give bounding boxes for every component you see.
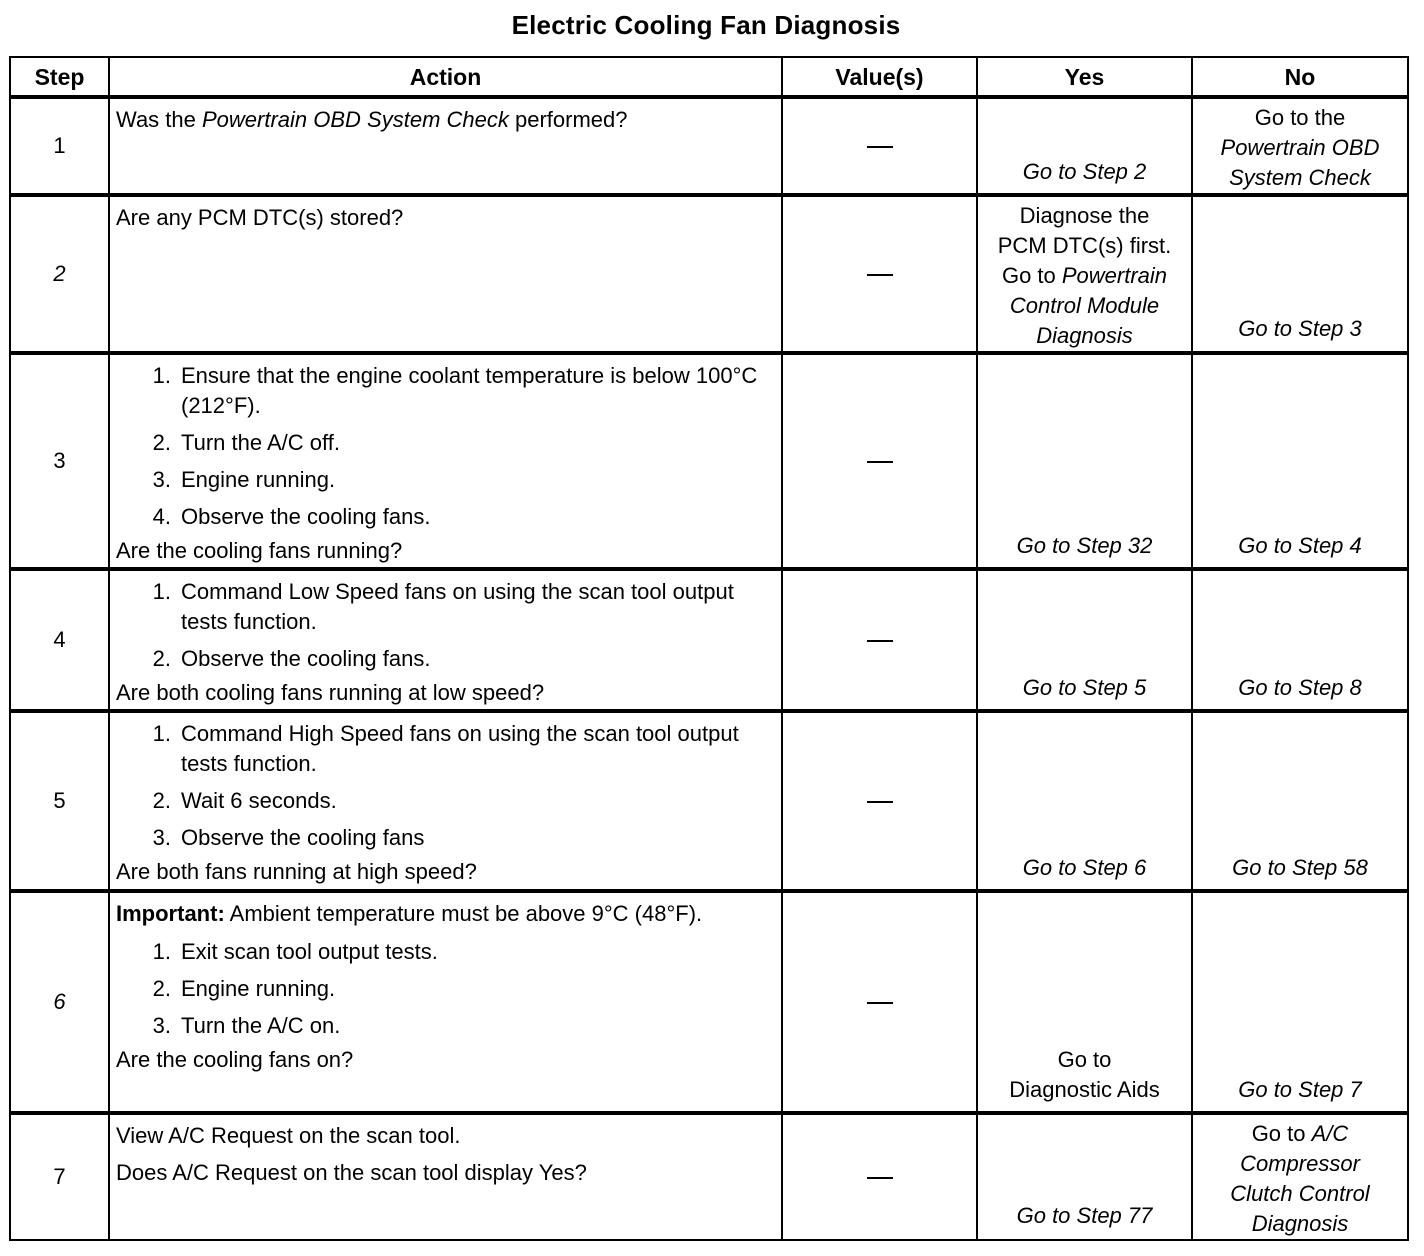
list-item: 1. Command High Speed fans on using the scan tool output tests function. [152,721,739,776]
list-item: 1. Command Low Speed fans on using the scan tool output tests function. [152,579,734,634]
value-cell [782,97,977,195]
no-result: Go to Step 58 [1232,855,1368,880]
value-cell [782,353,977,569]
yes-cell [977,891,1192,1113]
yes-result: PCM DTC(s) first. [997,233,1172,258]
value-dash [867,801,893,803]
value-cell [782,569,977,711]
step-number: 5 [10,711,109,891]
yes-result: Diagnostic Aids [1009,1077,1160,1102]
yes-cell [977,569,1192,711]
header-no: No [1192,57,1408,97]
no-result: Go to [1251,1121,1312,1146]
no-cell [1192,569,1408,711]
table-row [10,195,1408,353]
no-cell [1192,353,1408,569]
yes-cell [977,195,1192,353]
yes-result: Control Module [1009,293,1160,318]
no-cell [1192,891,1408,1113]
no-cell [1192,97,1408,195]
yes-result: Powertrain [1061,263,1168,288]
action-text: Was the [116,107,202,132]
yes-result: Go to Step 5 [1022,675,1147,700]
no-cell [1192,711,1408,891]
header-action: Action [109,57,782,97]
step-number: 4 [10,569,109,711]
yes-cell [977,353,1192,569]
yes-result: Go to [1001,263,1062,288]
step-number: 6 [10,891,109,1113]
action-cell [109,353,782,569]
yes-result: Go to Step 77 [1016,1203,1153,1228]
value-dash [867,146,893,148]
value-dash [867,461,893,463]
value-cell [782,711,977,891]
no-result: Go to Step 8 [1238,675,1362,700]
no-result: System Check [1229,165,1371,190]
header-values: Value(s) [782,57,977,97]
important-label: Important: [116,901,225,926]
yes-result: Diagnosis [1036,323,1133,348]
list-item: 2. Turn the A/C off. [152,430,340,455]
action-cell [109,891,782,1113]
list-item: 1. Ensure that the engine coolant temperature is below 100°C (212°F). [152,363,758,418]
action-question: Are the cooling fans running? [116,538,403,563]
action-text: Does A/C Request on the scan tool display Yes? [116,1160,587,1185]
no-cell [1192,1113,1408,1240]
list-item: 2. Observe the cooling fans. [152,646,431,671]
table-row [10,353,1408,569]
yes-cell [977,97,1192,195]
no-result: Go to the [1254,105,1346,130]
diagnosis-table [9,56,1409,1241]
step-number: 7 [10,1113,109,1240]
table-header-row [10,57,1408,97]
header-step: Step [10,57,109,97]
action-question: Are both cooling fans running at low speed? [116,680,545,705]
list-item: 4. Observe the cooling fans. [152,504,431,529]
list-item: 3. Turn the A/C on. [152,1013,341,1038]
table-row [10,711,1408,891]
table-row [10,97,1408,195]
value-dash [867,274,893,276]
no-result: Clutch Control [1230,1181,1370,1206]
value-dash [867,1002,893,1004]
list-item: 3. Observe the cooling fans [152,825,425,850]
action-text: View A/C Request on the scan tool. [116,1123,461,1148]
action-text-italic: Powertrain OBD System Check [202,107,509,132]
step-number: 1 [10,97,109,195]
action-cell [109,569,782,711]
yes-result: Go to Step 2 [1022,159,1147,184]
step-number: 2 [10,195,109,353]
step-number: 3 [10,353,109,569]
no-result: Go to Step 4 [1238,533,1362,558]
value-cell [782,891,977,1113]
value-cell [782,1113,977,1240]
list-item: 2. Wait 6 seconds. [152,788,337,813]
yes-result: Go to Step 6 [1022,855,1147,880]
action-cell [109,195,782,353]
no-result: Compressor [1240,1151,1360,1176]
no-result: Powertrain OBD [1220,135,1380,160]
action-question: Are the cooling fans on? [116,1047,354,1072]
action-cell [109,97,782,195]
yes-result: Diagnose the [1019,203,1150,228]
important-text: Ambient temperature must be above 9°C (48°F). [224,901,703,926]
yes-result: Go to [1057,1047,1112,1072]
table-row [10,1113,1408,1240]
yes-cell [977,1113,1192,1240]
page-title: Electric Cooling Fan Diagnosis [511,10,901,40]
no-result: Diagnosis [1251,1211,1349,1236]
table-row [10,891,1408,1113]
value-dash [867,1177,893,1179]
yes-result: Go to Step 32 [1016,533,1153,558]
table-row [10,569,1408,711]
action-cell [109,1113,782,1240]
action-text: performed? [508,107,628,132]
no-result: Go to Step 3 [1238,316,1362,341]
no-cell [1192,195,1408,353]
action-text: Are any PCM DTC(s) stored? [116,205,404,230]
header-yes: Yes [977,57,1192,97]
no-result: Go to Step 7 [1238,1077,1362,1102]
action-cell [109,711,782,891]
yes-cell [977,711,1192,891]
list-item: 3. Engine running. [152,467,336,492]
value-dash [867,640,893,642]
action-question: Are both fans running at high speed? [116,859,477,884]
list-item: 1. Exit scan tool output tests. [152,939,438,964]
list-item: 2. Engine running. [152,976,336,1001]
value-cell [782,195,977,353]
no-result: A/C [1311,1121,1349,1146]
